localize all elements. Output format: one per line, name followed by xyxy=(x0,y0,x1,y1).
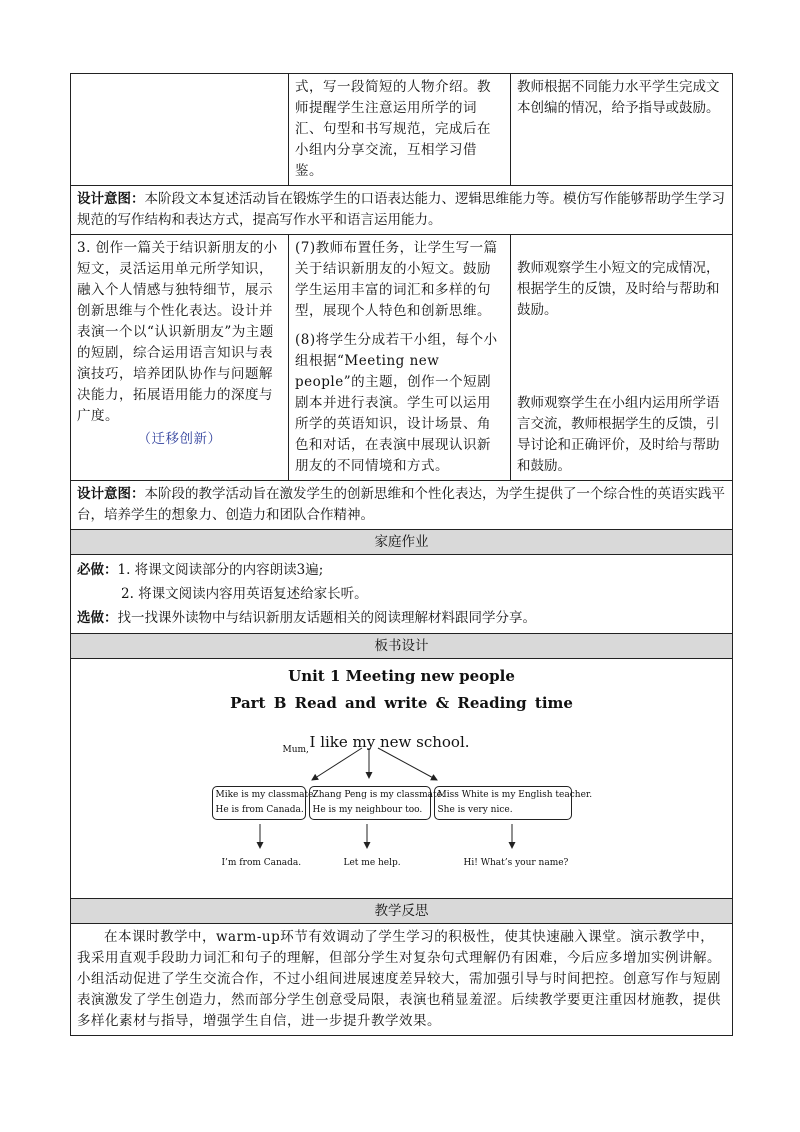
reflection-header: 教学反思 xyxy=(71,899,733,924)
optional-item: 找一找课外读物中与结识新朋友话题相关的阅读理解材料跟同学分享。 xyxy=(117,610,536,626)
info-box-1 xyxy=(212,786,317,820)
teacher-step-8: (8)将学生分成若干小组，每个小组根据“Meeting new people”的主题，创作一个短剧剧本并进行表演。学生可以运用所学的英语知识，设计场景、角色和对话，在表演中展现认识新朋友的不同情境和方式。 xyxy=(295,332,498,474)
board-design-row xyxy=(71,659,733,899)
board-unit-title: Unit 1 Meeting new people xyxy=(288,667,515,685)
required-item-2: 2. 将课文阅读内容用英语复述给家长听。 xyxy=(121,586,368,602)
teacher-activity-3-cell xyxy=(289,235,511,481)
reflection-text: 在本课时教学中，warm-up环节有效调动了学生学习的积极性，使其快速融入课堂。演示教学中，我采用直观手段助力词汇和句子的理解，但部分学生对复杂句式理解仍有困难，今后应多增加实例讲解。小组活动促进了学生交流合作，不过小组间进展速度差异较大，需加强引导与时间把控。创意写作与短剧表演激发了学生创造力，然而部分学生创意受局限，表演也稍显羞涩。后续教学要更注重因材施教，提供多样化素材与指导，增强学生自信，进一步提升教学效果。 xyxy=(71,924,733,1036)
homework-header: 家庭作业 xyxy=(71,530,733,555)
activity-3-row xyxy=(71,235,733,481)
design-intent-label: 设计意图： xyxy=(77,486,145,502)
optional-label: 选做： xyxy=(77,610,118,626)
info-box-3 xyxy=(434,786,593,820)
info-box-line: He is my neighbour too. xyxy=(312,805,423,815)
design-intent-text: 本阶段文本复述活动旨在锻炼学生的口语表达能力、逻辑思维能力等。模仿写作能够帮助学生学习规范的写作结构和表达方式，提高写作水平和语言运用能力。 xyxy=(77,191,725,228)
writing-task-row xyxy=(71,74,733,186)
info-box-2 xyxy=(309,786,445,820)
assessment-cell: 教师根据不同能力水平学生完成文本创编的情况，给予指导或鼓励。 xyxy=(511,74,733,186)
student-activity-cell-empty xyxy=(71,74,289,186)
design-intent-row-2 xyxy=(71,481,733,530)
required-item-1: 1. 将课文阅读部分的内容朗读3遍; xyxy=(117,562,324,578)
reflection-row xyxy=(71,924,733,1036)
reply-3: Hi! What’s your name? xyxy=(463,858,569,868)
transfer-innovation-tag: （迁移创新） xyxy=(137,431,222,447)
student-activity-3-cell xyxy=(71,235,289,481)
reply-2: Let me help. xyxy=(343,858,401,868)
reply-1: I’m from Canada. xyxy=(221,858,302,868)
info-box-line: He is from Canada. xyxy=(215,805,304,815)
teacher-activity-cell: 式，写一段简短的人物介绍。教师提醒学生注意运用所学的词汇、句型和书写规范，完成后在小组内分享交流，互相学习借鉴。 xyxy=(289,74,511,186)
design-intent-row-1 xyxy=(71,186,733,235)
info-box-line: She is very nice. xyxy=(437,805,513,815)
assessment-essay: 教师观察学生小短文的完成情况，根据学生的反馈，及时给与帮助和鼓励。 xyxy=(517,260,720,318)
student-activity-3-text: 3. 创作一篇关于结识新朋友的小短文，灵活运用单元所学知识，融入个人情感与独特细节，展示创新思维与个性化表达。设计并表演一个以“认识新朋友”为主题的短剧，综合运用语言知识与表演技巧，培养团队协作与问题解决能力，拓展语用能力的深度与广度。 xyxy=(77,240,278,424)
board-design-header: 板书设计 xyxy=(71,634,733,659)
required-label: 必做： xyxy=(77,562,118,578)
design-intent-text: 本阶段的教学活动旨在激发学生的创新思维和个性化表达，为学生提供了一个综合性的英语实践平台，培养学生的想象力、创造力和团队合作精神。 xyxy=(77,486,725,523)
design-intent-label: 设计意图： xyxy=(77,191,145,207)
speaker-label: Mum, xyxy=(282,745,309,755)
info-box-line: Miss White is my English teacher. xyxy=(437,790,593,800)
homework-row xyxy=(71,555,733,634)
info-box-line: Mike is my classmate. xyxy=(215,790,317,800)
assessment-3-cell xyxy=(511,235,733,481)
info-box-line: Zhang Peng is my classmate. xyxy=(312,790,445,800)
board-part-title: Part B Read and write & Reading time xyxy=(230,694,573,712)
board-diagram xyxy=(212,720,592,895)
assessment-drama: 教师观察学生在小组内运用所学语言交流，教师根据学生的反馈，引导讨论和正确评价，及时给与帮助和鼓励。 xyxy=(517,395,720,474)
lesson-plan-table xyxy=(70,73,733,1036)
main-sentence: I like my new school. xyxy=(309,733,470,751)
teacher-step-7: (7)教师布置任务，让学生写一篇关于结识新朋友的小短文。鼓励学生运用丰富的词汇和多样的句型，展现个人特色和创新思维。 xyxy=(295,240,498,319)
